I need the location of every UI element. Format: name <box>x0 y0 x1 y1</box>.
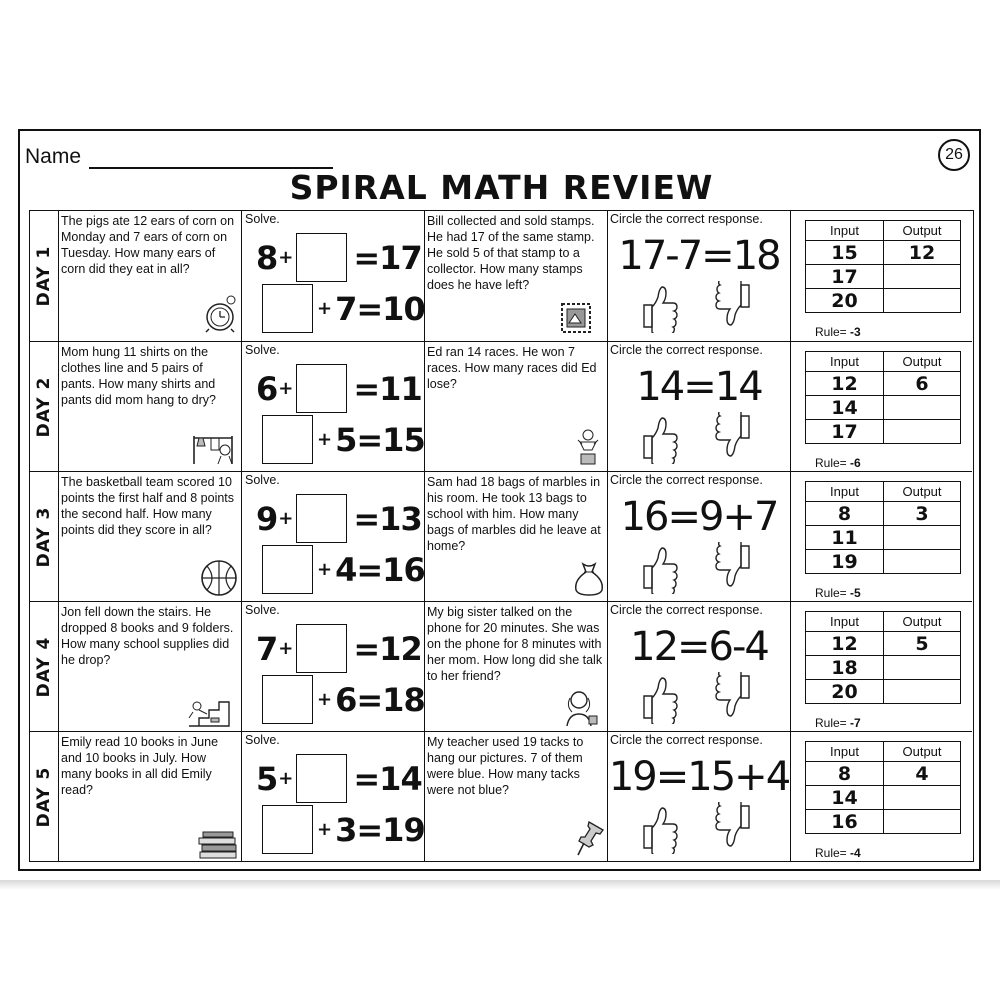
plus-sign: + <box>317 429 332 450</box>
equation-result: =15 <box>356 420 425 459</box>
word-problem-text: Jon fell down the stairs. He dropped 8 books and 9 folders. How many school supplies did he drop? <box>61 605 234 667</box>
solve-label: Solve. <box>245 473 280 487</box>
answer-box[interactable] <box>262 415 313 464</box>
thumbs-down-icon[interactable] <box>711 542 753 594</box>
word-problem-cell <box>425 472 608 601</box>
input-header: Input <box>806 742 884 762</box>
page-number-badge <box>938 139 970 171</box>
addend: 8 <box>256 238 278 277</box>
clothesline-icon <box>191 432 235 471</box>
day-row-4 <box>30 601 972 731</box>
input-value: 17 <box>806 420 884 444</box>
solve-label: Solve. <box>245 603 280 617</box>
thumbs-up-icon[interactable] <box>638 542 680 594</box>
solve-label: Solve. <box>245 733 280 747</box>
clock-icon <box>201 293 239 338</box>
input-output-cell <box>791 732 972 861</box>
equation-statement: 12=6-4 <box>630 624 768 670</box>
day-label: DAY 5 <box>34 766 54 827</box>
name-row <box>25 143 333 169</box>
plus-sign: + <box>278 768 293 789</box>
day-row-5 <box>30 731 972 861</box>
missing-addend-equation-2 <box>262 805 425 854</box>
word-problem-cell <box>59 732 242 861</box>
circle-label: Circle the correct response. <box>610 343 763 357</box>
rule-label: Rule= -6 <box>815 456 861 470</box>
thumbs-down-icon[interactable] <box>711 412 753 464</box>
missing-addend-equation-2 <box>262 675 425 724</box>
rule-label: Rule= -3 <box>815 325 861 339</box>
rule-value: -5 <box>850 586 861 600</box>
input-output-cell <box>791 472 972 601</box>
word-problem-text: Emily read 10 books in June and 10 books in July. How many books in all did Emily read? <box>61 735 219 797</box>
input-value: 20 <box>806 680 884 704</box>
day-row-1 <box>30 211 972 341</box>
answer-box[interactable] <box>296 364 347 413</box>
word-problem-text: Sam had 18 bags of marbles in his room. He took 13 bags to school with him. How many bags of marbles did he leave at home? <box>427 475 601 553</box>
input-value: 15 <box>806 241 884 265</box>
day-cell <box>30 472 59 601</box>
input-value: 12 <box>806 372 884 396</box>
input-header: Input <box>806 221 884 241</box>
thumbs-down-icon[interactable] <box>711 672 753 724</box>
word-problem-text: Bill collected and sold stamps. He had 17 of the same stamp. He sold 5 of that stamp to a collector. How many stamps does he have left? <box>427 214 595 292</box>
input-value: 18 <box>806 656 884 680</box>
equation-result: =17 <box>353 238 422 277</box>
equation-result: =18 <box>356 680 425 719</box>
page-number: 26 <box>945 146 963 163</box>
solve-cell <box>242 211 425 341</box>
output-value[interactable] <box>884 265 961 289</box>
output-value[interactable] <box>884 656 961 680</box>
rule-value: -3 <box>850 325 861 339</box>
output-value[interactable] <box>884 550 961 574</box>
answer-box[interactable] <box>296 624 347 673</box>
output-value[interactable]: 5 <box>884 632 961 656</box>
output-value[interactable] <box>884 810 961 834</box>
word-problem-text: The basketball team scored 10 points the first half and 8 points the second half. How many points did they score in all? <box>61 475 235 537</box>
addend: 6 <box>256 369 278 408</box>
input-value: 12 <box>806 632 884 656</box>
word-problem-text: The pigs ate 12 ears of corn on Monday and 7 ears of corn on Tuesday. How many ears of corn did they eat in all? <box>61 214 235 276</box>
plus-sign: + <box>317 689 332 710</box>
solve-label: Solve. <box>245 212 280 226</box>
day-cell <box>30 732 59 861</box>
word-problem-text: Mom hung 11 shirts on the clothes line and 5 pairs of pants. How many shirts and pants did mom hang to dry? <box>61 345 216 407</box>
day-label: DAY 3 <box>34 506 54 567</box>
solve-cell <box>242 342 425 471</box>
thumbs-up-icon[interactable] <box>638 802 680 854</box>
output-header: Output <box>884 482 961 502</box>
input-value: 8 <box>806 762 884 786</box>
girl-phone-icon <box>559 688 599 733</box>
stairs-icon <box>187 694 233 733</box>
plus-sign: + <box>278 638 293 659</box>
equation-statement: 19=15+4 <box>608 754 790 800</box>
rule-value: -4 <box>850 846 861 860</box>
output-value[interactable]: 12 <box>884 241 961 265</box>
missing-addend-equation-1 <box>256 754 422 803</box>
basketball-icon <box>199 558 239 603</box>
missing-addend-equation-2 <box>262 415 425 464</box>
missing-addend-equation-1 <box>256 494 422 543</box>
word-problem-cell <box>59 342 242 471</box>
missing-addend-equation-1 <box>256 624 422 673</box>
equation-result: =16 <box>356 550 425 589</box>
trophy-icon <box>575 428 601 471</box>
name-field[interactable] <box>89 149 333 169</box>
output-value[interactable] <box>884 396 961 420</box>
word-problem-text: My teacher used 19 tacks to hang our pictures. 7 of them were blue. How many tacks were not blue? <box>427 735 584 797</box>
equation-result: =11 <box>353 369 422 408</box>
missing-addend-equation-1 <box>256 364 422 413</box>
input-value: 16 <box>806 810 884 834</box>
solve-cell <box>242 472 425 601</box>
answer-box[interactable] <box>296 754 347 803</box>
input-header: Input <box>806 482 884 502</box>
word-problem-cell <box>59 602 242 731</box>
input-output-cell <box>791 342 972 471</box>
thumbs-up-icon[interactable] <box>638 672 680 724</box>
true-false-cell <box>608 732 791 861</box>
day-label: DAY 1 <box>34 245 54 307</box>
solve-cell <box>242 602 425 731</box>
books-icon <box>196 830 240 865</box>
output-value[interactable] <box>884 526 961 550</box>
thumbtack-icon <box>575 818 611 863</box>
day-cell <box>30 342 59 471</box>
rule-value: -6 <box>850 456 861 470</box>
equation-statement: 16=9+7 <box>620 494 778 540</box>
input-output-table <box>805 220 961 313</box>
addend: 3 <box>335 810 357 849</box>
rule-label: Rule= -4 <box>815 846 861 860</box>
word-problem-text: Ed ran 14 races. He won 7 races. How many races did Ed lose? <box>427 345 597 391</box>
input-header: Input <box>806 612 884 632</box>
word-problem-cell <box>425 732 608 861</box>
addend: 7 <box>256 629 278 668</box>
answer-box[interactable] <box>296 233 347 282</box>
input-output-table <box>805 611 961 704</box>
output-value[interactable] <box>884 289 961 313</box>
circle-label: Circle the correct response. <box>610 733 763 747</box>
thumbs-down-icon[interactable] <box>711 281 753 333</box>
equation-result: =14 <box>353 759 422 798</box>
input-output-table <box>805 351 961 444</box>
thumbs-up-icon[interactable] <box>638 281 680 333</box>
day-row-3 <box>30 471 972 601</box>
word-problem-cell <box>59 211 242 341</box>
output-header: Output <box>884 352 961 372</box>
plus-sign: + <box>317 298 332 319</box>
true-false-cell <box>608 211 791 341</box>
thumbs-up-icon[interactable] <box>638 412 680 464</box>
input-output-cell <box>791 211 972 341</box>
input-value: 14 <box>806 396 884 420</box>
addend: 6 <box>335 680 357 719</box>
input-output-cell <box>791 602 972 731</box>
true-false-cell <box>608 342 791 471</box>
rule-value: -7 <box>850 716 861 730</box>
output-value[interactable]: 6 <box>884 372 961 396</box>
input-output-table <box>805 481 961 574</box>
plus-sign: + <box>278 378 293 399</box>
equation-result: =19 <box>356 810 425 849</box>
word-problem-cell <box>59 472 242 601</box>
output-value[interactable] <box>884 420 961 444</box>
input-header: Input <box>806 352 884 372</box>
equation-result: =13 <box>353 499 422 538</box>
day-label: DAY 4 <box>34 636 54 697</box>
output-value[interactable] <box>884 680 961 704</box>
input-output-table <box>805 741 961 834</box>
worksheet <box>18 129 981 871</box>
missing-addend-equation-1 <box>256 233 422 282</box>
addend: 5 <box>335 420 357 459</box>
input-value: 11 <box>806 526 884 550</box>
addend: 7 <box>335 289 357 328</box>
input-value: 17 <box>806 265 884 289</box>
rule-label: Rule= -7 <box>815 716 861 730</box>
rule-label: Rule= -5 <box>815 586 861 600</box>
equation-statement: 14=14 <box>636 364 762 410</box>
answer-box[interactable] <box>262 805 313 854</box>
answer-box[interactable] <box>262 284 313 333</box>
equation-result: =12 <box>353 629 422 668</box>
stamp-icon <box>559 301 593 340</box>
review-grid <box>29 210 974 862</box>
plus-sign: + <box>278 508 293 529</box>
input-value: 8 <box>806 502 884 526</box>
output-header: Output <box>884 221 961 241</box>
answer-box[interactable] <box>262 545 313 594</box>
circle-label: Circle the correct response. <box>610 212 763 226</box>
solve-cell <box>242 732 425 861</box>
addend: 4 <box>335 550 357 589</box>
missing-addend-equation-2 <box>262 545 425 594</box>
circle-label: Circle the correct response. <box>610 603 763 617</box>
input-value: 14 <box>806 786 884 810</box>
word-problem-text: My big sister talked on the phone for 20 minutes. She was on the phone for 8 minutes with her mom. How long did she talk to her friend? <box>427 605 603 683</box>
name-label: Name <box>25 145 82 168</box>
marble-bag-icon <box>571 558 607 601</box>
plus-sign: + <box>317 819 332 840</box>
missing-addend-equation-2 <box>262 284 425 333</box>
day-cell <box>30 211 59 341</box>
day-row-2 <box>30 341 972 471</box>
addend: 5 <box>256 759 278 798</box>
output-header: Output <box>884 612 961 632</box>
output-value[interactable]: 4 <box>884 762 961 786</box>
day-cell <box>30 602 59 731</box>
word-problem-cell <box>425 211 608 341</box>
plus-sign: + <box>317 559 332 580</box>
input-value: 19 <box>806 550 884 574</box>
page-shadow <box>0 880 1000 890</box>
output-header: Output <box>884 742 961 762</box>
thumbs-down-icon[interactable] <box>711 802 753 854</box>
equation-result: =10 <box>356 289 425 328</box>
addend: 9 <box>256 499 278 538</box>
answer-box[interactable] <box>262 675 313 724</box>
output-value[interactable]: 3 <box>884 502 961 526</box>
equation-statement: 17-7=18 <box>618 233 780 279</box>
solve-label: Solve. <box>245 343 280 357</box>
answer-box[interactable] <box>296 494 347 543</box>
word-problem-cell <box>425 602 608 731</box>
page-title: SPIRAL MATH REVIEW <box>289 168 714 207</box>
word-problem-cell <box>425 342 608 471</box>
true-false-cell <box>608 472 791 601</box>
circle-label: Circle the correct response. <box>610 473 763 487</box>
day-label: DAY 2 <box>34 376 54 437</box>
output-value[interactable] <box>884 786 961 810</box>
true-false-cell <box>608 602 791 731</box>
input-value: 20 <box>806 289 884 313</box>
plus-sign: + <box>278 247 293 268</box>
